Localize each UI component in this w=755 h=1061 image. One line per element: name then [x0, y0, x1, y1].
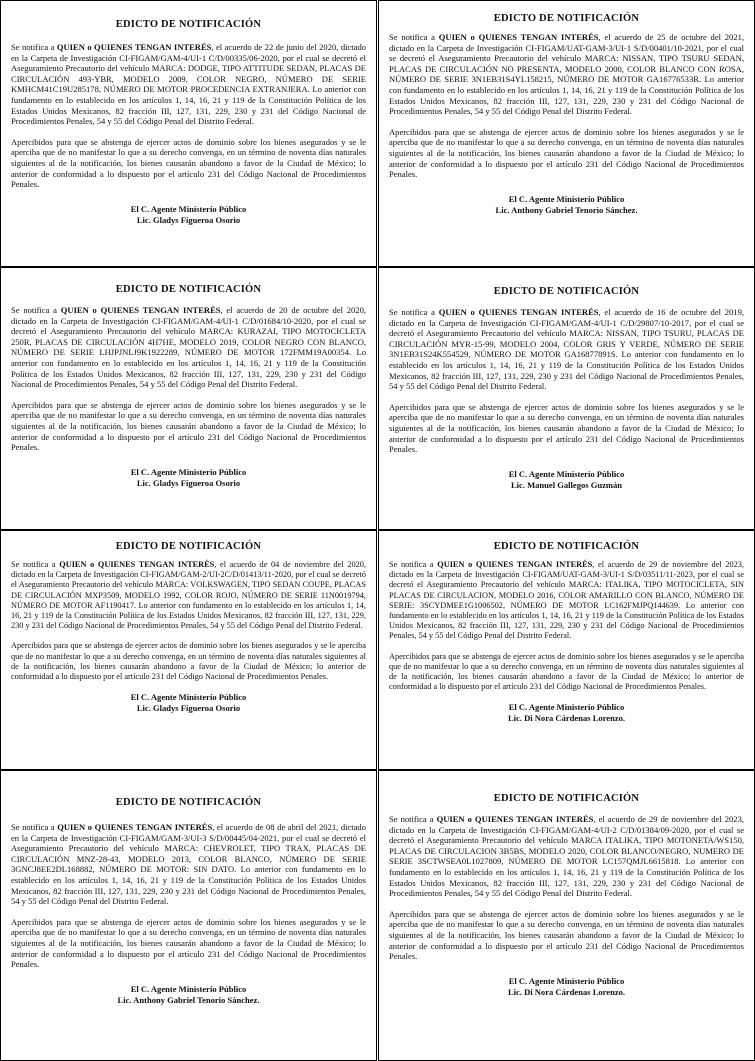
- signer-role: El C. Agente Ministerio Público: [508, 702, 625, 713]
- signer-role: El C. Agente Ministerio Público: [130, 203, 247, 214]
- notice-body: Se notifica a QUIEN o QUIENES TENGAN INTERÉS, el acuerdo de 22 de junio del 2020, dictado en la Carpeta de Investigación CI-FIGAM/GAM-4/UI-1 C/D/00335/06-2020, por el cual se decretó el Aseguramiento Precautorio del vehículo MARCA: DODGE, TIPO ATTITUDE SEDAN, PLACAS DE CIRCULACIÓN 493-YBR, MODELO 2009, COLOR NEGRO, NÚMERO DE SERIE KMHCM41C19U285178, NÚMERO DE MOTOR PROCEDENCIA EXTRANJERA. Lo anterior con fundamento en lo establecido en los artículos 1, 14, 16, 21 y 119 de la Constitución Política de los Estados Unidos Mexicanos, 82 fracción III, 127, 131, 229, 230 y 231 del Código Nacional de Procedimientos Penales, 54 y 55 del Código Penal del Distrito Federal.: [11, 42, 366, 127]
- notice-addressee: QUIEN o QUIENES TENGAN INTERÉS: [438, 307, 599, 317]
- notice-signature: [11, 467, 366, 489]
- signer-name: Lic. Gladys Figueroa Osorio: [136, 477, 241, 488]
- notice-signature: [11, 204, 366, 226]
- notice-body: Se notifica a QUIEN o QUIENES TENGAN INTERÉS, el acuerdo de 16 de octubre del 2019, dictado en la Carpeta de Investigación CI-FIGAM/GAM-4/UI-1 C/D/29807/10-2017, por el cual se decretó el Aseguramiento Precautorio del vehículo MARCA: NISSAN, TIPO TSURU, PLACAS DE CIRCULACIÓN MYR-15-99, MODELO 2004, COLOR GRIS Y VERDE, NÚMERO DE SERIE 3N1EB31S24K554529, NÚMERO DE MOTOR GA16877891S. Lo anterior con fundamento en lo establecido en los artículos 1, 14, 16, 21 y 119 de la Constitución Política de los Estados Unidos Mexicanos, 82 fracción III, 127, 131, 229, 230 y 231 del Código Nacional de Procedimientos Penales, 54 y 55 del Código Penal del Distrito Federal.: [389, 307, 744, 392]
- notice-addressee: QUIEN o QUIENES TENGAN INTERÉS: [57, 822, 213, 832]
- notice-body: Se notifica a QUIEN o QUIENES TENGAN INTERÉS, el acuerdo de 20 de octubre del 2020, dictado en la Carpeta de Investigación CI-FIGAM/GAM-4/UI-1 C/D/01684/10-2020, por el cual se decretó el Aseguramiento Precautorio del vehículo MARCA: KURAZAI, TIPO MOTOCICLETA 250R, PLACAS DE CIRCULACIÓN 4H7HE, MODELO 2019, COLOR NEGRO CON BLANCO, NÚMERO DE SERIE LHJPJNLJ9K1922289, NÚMERO DE MOTOR 172FMM19A00354. Lo anterior con fundamento en lo establecido en los artículos 1, 14, 16, 21 y 119 de la Constitución Política de los Estados Unidos Mexicanos, 82 fracción III, 127, 131, 229, 230 y 231 del Código Nacional de Procedimientos Penales, 54 y 55 del Código Penal del Distrito Federal.: [11, 305, 366, 390]
- notice-body: Se notifica a QUIEN o QUIENES TENGAN INTERÉS, el acuerdo de 25 de octubre del 2021, dictado en la Carpeta de Investigación CI-FIGAM/UAT-GAM-3/UI-1 S/D/00401/10-2021, por el cual se decretó el Aseguramiento Precautorio del vehículo MARCA: NISSAN, TIPO TSURU SEDAN, PLACAS DE CIRCULACIÓN NO PRESENTA, MODELO 2000, COLOR BLANCO CON ROSA, NÚMERO DE SERIE 3N1EB31S4YL158215, NÚMERO DE MOTOR GA16776533R. Lo anterior con fundamento en lo establecido en los artículos 1, 14, 16, 21 y 119 de la Constitución Política de los Estados Unidos Mexicanos, 82 fracción III, 127, 131, 229, 230 y 231 del Código Nacional de Procedimientos Penales, 54 y 55 del Código Penal del Distrito Federal.: [389, 32, 744, 117]
- notice-warning: Apercibidos para que se abstenga de ejercer actos de dominio sobre los bienes asegurados y se le aperciba que de no manifestar lo que a su derecho convenga, en un término de noventa días naturales siguientes al de la notificación, los bienes causarán abandono a favor de la Ciudad de México; lo anterior de conformidad a lo dispuesto por el artículo 231 del Código Nacional de Procedimientos Penales.: [389, 126, 744, 180]
- signer-role: El C. Agente Ministerio Público: [508, 468, 625, 479]
- notice-warning: Apercibidos para que se abstenga de ejercer actos de dominio sobre los bienes asegurados y se le aperciba que de no manifestar lo que a su derecho convenga, en un término de noventa días naturales siguientes al de la notificación, los bienes causarán abandono a favor de la Ciudad de México; lo anterior de conformidad a lo dispuesto por el artículo 231 del Código Nacional de Procedimientos Penales.: [389, 908, 744, 962]
- notice-warning: Apercibidos para que se abstenga de ejercer actos de dominio sobre los bienes asegurados y se le aperciba que de no manifestar lo que a su derecho convenga, en un término de noventa días naturales siguientes al de la notificación, los bienes causarán abandono a favor de la Ciudad de México; lo anterior de conformidad a lo dispuesto por el artículo 231 del Código Nacional de Procedimientos Penales.: [11, 641, 366, 682]
- signer-name: Lic. Di Nora Cárdenas Lorenzo.: [507, 986, 626, 997]
- notice-card: [0, 267, 377, 530]
- notice-addressee: QUIEN o QUIENES TENGAN INTERÉS: [436, 814, 594, 824]
- notice-warning: Apercibidos para que se abstenga de ejercer actos de dominio sobre los bienes asegurados y se le aperciba que de no manifestar lo que a su derecho convenga, en un término de noventa días naturales siguientes al de la notificación, los bienes causarán abandono a favor de la Ciudad de México; lo anterior de conformidad a lo dispuesto por el artículo 231 del Código Nacional de Procedimientos Penales.: [11, 916, 366, 970]
- signer-role: El C. Agente Ministerio Público: [508, 193, 625, 204]
- notice-title: EDICTO DE NOTIFICACIÓN: [115, 541, 262, 552]
- notice-body: Se notifica a QUIEN o QUIENES TENGAN INTERÉS, el acuerdo de 08 de abril del 2021, dictado en la Carpeta de Investigación CI-FIGAM/GAM-3/UI-3 S/D/00445/04-2021, por el cual se decretó el Aseguramiento Precautorio del vehículo MARCA: CHEVROLET, TIPO TRAX, PLACAS DE CIRCULACIÓN MNZ-28-43, MODELO 2013, COLOR BLANCO, NÚMERO DE SERIE 3GNCJ8EE2DL168882, NÚMERO DE MOTOR: SIN DATO. Lo anterior con fundamento en lo establecido en los artículos 1, 14, 16, 21 y 119 de la Constitución Política de los Estados Unidos Mexicanos, 82 fracción III, 127, 131, 229, 230 y 231 del Código Nacional de Procedimientos Penales, 54 y 55 del Código Penal del Distrito Federal.: [11, 822, 366, 907]
- notice-title: EDICTO DE NOTIFICACIÓN: [115, 797, 262, 808]
- notice-title: EDICTO DE NOTIFICACIÓN: [115, 19, 262, 30]
- signer-role: El C. Agente Ministerio Público: [508, 975, 625, 986]
- notice-signature: [11, 984, 366, 1006]
- notice-addressee: QUIEN o QUIENES TENGAN INTERÉS: [438, 32, 599, 42]
- signer-name: Lic. Anthony Gabriel Tenorio Sánchez.: [495, 204, 638, 215]
- notice-card: [0, 770, 377, 1061]
- notice-warning: Apercibidos para que se abstenga de ejercer actos de dominio sobre los bienes asegurados y se le aperciba que de no manifestar lo que a su derecho convenga, en un término de noventa días naturales siguientes al de la notificación, los bienes causarán abandono a favor de la Ciudad de México; lo anterior de conformidad a lo dispuesto por el artículo 231 del Código Nacional de Procedimientos Penales.: [389, 651, 744, 692]
- notice-addressee: QUIEN o QUIENES TENGAN INTERÉS: [60, 305, 221, 315]
- notice-title: EDICTO DE NOTIFICACIÓN: [493, 541, 640, 552]
- notice-card: [378, 267, 755, 530]
- notice-body: Se notifica a QUIEN o QUIENES TENGAN INTERÉS, el acuerdo de 29 de noviembre del 2023, dictado en la Carpeta de Investigación CI-FIGAM/UAT-GAM-3/UI-1 S/D/03511/11-2023, por el cual se decretó el Aseguramiento Precautorio del vehículo MARCA: ITALIKA, TIPO MOTOCICLETA, SIN PLACAS DE CIRCULACION, MODELO 2016, COLOR AMARILLO CON BLANCO, NÚMERO DE SERIE: 3SCYDMEE1G1006502, NÚMERO DE MOTOR LC162FMJPQ144639. Lo anterior con fundamento en lo establecido en los artículos 1, 14, 16, 21 y 119 de la Constitución Política de los Estados Unidos Mexicanos, 82 fracción III, 127, 131, 229, 230 y 231 del Código Nacional de Procedimientos Penales, 54 y 55 del Código Penal del Distrito Federal.: [389, 560, 744, 641]
- notice-card: [378, 530, 755, 770]
- notice-signature: [11, 692, 366, 714]
- signer-name: Lic. Manuel Gallegos Guzmán: [510, 479, 623, 490]
- notice-body: Se notifica a QUIEN o QUIENES TENGAN INTERÉS, el acuerdo de 29 de noviembre del 2023, dictado en la Carpeta de Investigación CI-FIGAM/GAM-4/UI-2 C/D/01384/09-2020, por el cual se decretó el Aseguramiento Precautorio del vehículo MARCA ITALIKA, TIPO MOTONETA/WS150, PLACAS DE CIRCULACION 3B5BS, MODELO 2020, COLOR BLANCO/NEGRO, NUMERO DE SERIE 3SCTWSEA0L1027809, NÚMERO DE MOTOR LC157QMJL6615818. Lo anterior con fundamento en lo establecido en los artículos 1, 14, 16, 21 y 119 de la Constitución Política de los Estados Unidos Mexicanos, 82 fracción III, 127, 131, 229, 230 y 231 del Código Nacional de Procedimientos Penales, 54 y 55 del Código Penal del Distrito Federal.: [389, 814, 744, 899]
- signer-name: Lic. Gladys Figueroa Osorio: [136, 703, 241, 714]
- notice-signature: [389, 976, 744, 998]
- notice-card: [378, 0, 755, 267]
- notice-title: EDICTO DE NOTIFICACIÓN: [493, 13, 640, 24]
- signer-name: Lic. Di Nora Cárdenas Lorenzo.: [507, 713, 626, 724]
- signer-role: El C. Agente Ministerio Público: [130, 466, 247, 477]
- notice-card: [0, 0, 377, 267]
- notice-warning: Apercibidos para que se abstenga de ejercer actos de dominio sobre los bienes asegurados y se le aperciba que de no manifestar lo que a su derecho convenga, en un término de noventa días naturales siguientes al de la notificación, los bienes causarán abandono a favor de la Ciudad de México; lo anterior de conformidad a lo dispuesto por el artículo 231 del Código Nacional de Procedimientos Penales.: [11, 136, 366, 190]
- signer-name: Lic. Anthony Gabriel Tenorio Sánchez.: [117, 994, 260, 1005]
- notice-title: EDICTO DE NOTIFICACIÓN: [493, 286, 640, 297]
- notice-warning: Apercibidos para que se abstenga de ejercer actos de dominio sobre los bienes asegurados y se le aperciba que de no manifestar lo que a su derecho convenga, en un término de noventa días naturales siguientes al de la notificación, los bienes causarán abandono a favor de la Ciudad de México; lo anterior de conformidad a lo dispuesto por el artículo 231 del Código Nacional de Procedimientos Penales.: [389, 401, 744, 455]
- notice-signature: [389, 702, 744, 724]
- notice-addressee: QUIEN o QUIENES TENGAN INTERÉS: [437, 560, 593, 569]
- notice-title: EDICTO DE NOTIFICACIÓN: [493, 793, 640, 804]
- signer-role: El C. Agente Ministerio Público: [130, 692, 247, 703]
- notice-addressee: QUIEN o QUIENES TENGAN INTERÉS: [59, 560, 215, 569]
- notice-body: Se notifica a QUIEN o QUIENES TENGAN INTERÉS, el acuerdo de 04 de noviembre del 2020, dictado en la Carpeta de Investigación CI-FIGAM/GAM-2/UI-2C/D/01413/11-2020, por el cual se decretó el Aseguramiento Precautorio del vehículo MARCA: VOLKSWAGEN, TIPO SEDAN COUPE, PLACAS DE CIRCULACIÓN MXP3509, MODELO 1992, COLOR ROJO, NÚMERO DE SERIE 11N0019794, NÚMERO DE MOTOR AF1190417. Lo anterior con fundamento en lo establecido en los artículos 1, 14, 16, 21 y 119 de la Constitución Política de los Estados Unidos Mexicanos, 82 fracción III, 127, 131, 229, 230 y 231 del Código Nacional de Procedimientos Penales, 54 y 55 del Código Penal del Distrito Federal.: [11, 560, 366, 631]
- signer-name: Lic. Gladys Figueroa Osorio: [136, 214, 241, 225]
- notice-card: [378, 770, 755, 1061]
- notice-title: EDICTO DE NOTIFICACIÓN: [115, 284, 262, 295]
- notice-addressee: QUIEN o QUIENES TENGAN INTERÉS: [56, 42, 212, 52]
- signer-role: El C. Agente Ministerio Público: [130, 983, 247, 994]
- notice-signature: [389, 469, 744, 491]
- notice-warning: Apercibidos para que se abstenga de ejercer actos de dominio sobre los bienes asegurados y se le aperciba que de no manifestar lo que a su derecho convenga, en un término de noventa días naturales siguientes al de la notificación, los bienes causarán abandono a favor de la Ciudad de México; lo anterior de conformidad a lo dispuesto por el artículo 231 del Código Nacional de Procedimientos Penales.: [11, 399, 366, 453]
- notice-card: [0, 530, 377, 770]
- notice-signature: [389, 194, 744, 216]
